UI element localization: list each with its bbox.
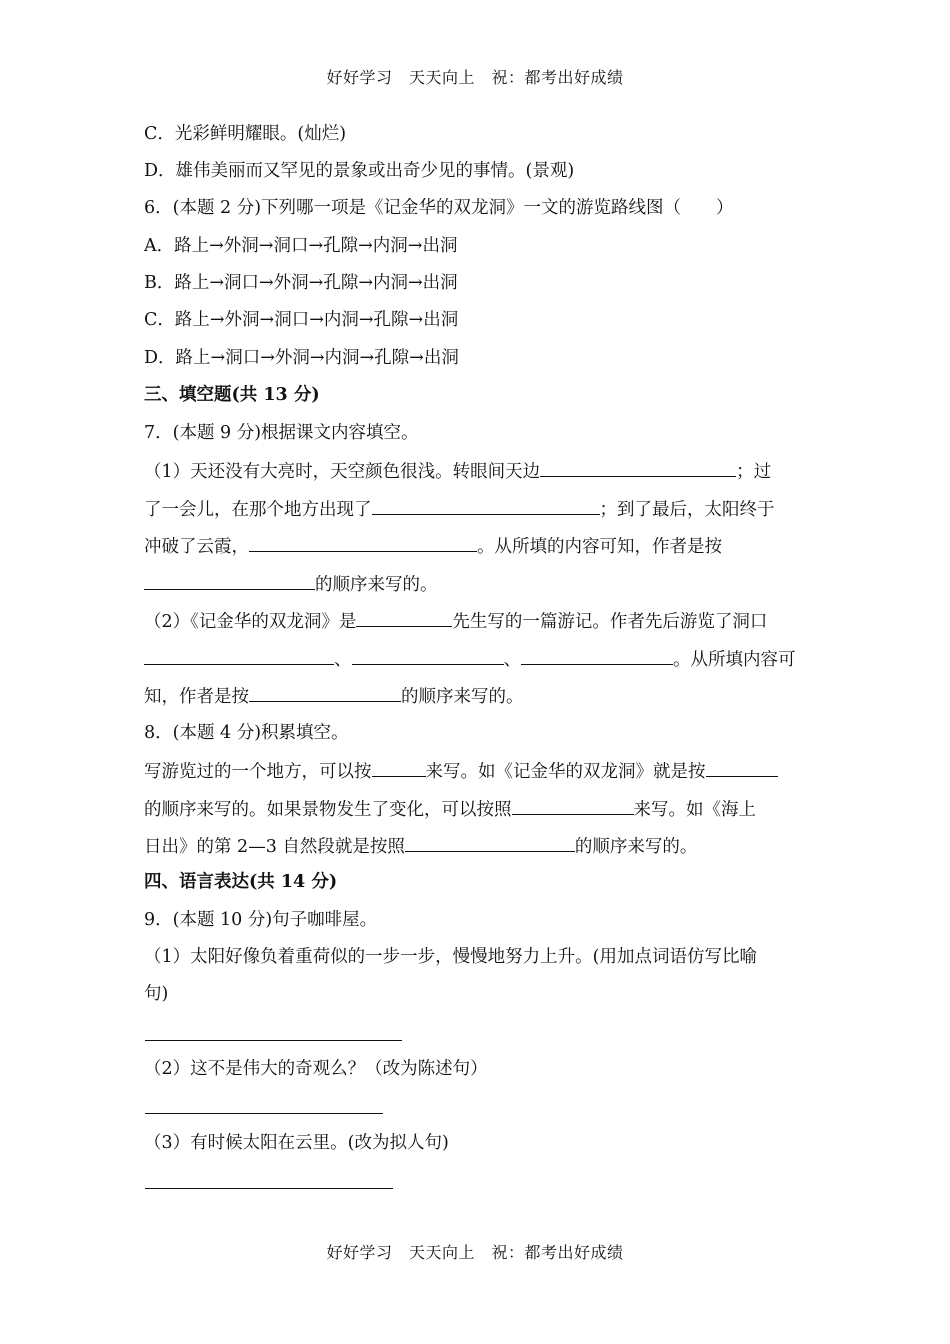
answer-blank[interactable] [356, 608, 452, 627]
q8-line3 [144, 833, 697, 859]
q7-text: 了一会儿，在那个地方出现了 [144, 500, 372, 520]
q7-part1-line3 [144, 533, 722, 559]
answer-blank[interactable] [512, 796, 634, 815]
answer-blank[interactable] [372, 758, 426, 777]
section-3-heading: 三、填空题(共 13 分) [144, 385, 320, 405]
q6-option-a: A．路上→外洞→洞口→孔隙→内洞→出洞 [144, 236, 458, 256]
answer-blank[interactable] [352, 646, 504, 665]
q9-answer-line-2[interactable] [145, 1113, 383, 1114]
q7-part2-line2 [144, 646, 796, 672]
q7-part2-line3 [144, 683, 524, 709]
q7-text: 的顺序来写的。 [401, 687, 524, 707]
q8-line1 [144, 758, 778, 784]
question-8: 8．(本题 4 分)积累填空。 [144, 723, 349, 743]
answer-blank[interactable] [706, 758, 778, 777]
answer-blank[interactable] [144, 646, 334, 665]
answer-blank[interactable] [372, 496, 600, 515]
q7-part1-line4 [144, 571, 438, 597]
question-9: 9．(本题 10 分)句子咖啡屋。 [144, 910, 378, 930]
q7-text: 、 [503, 650, 521, 670]
q7-text: （2）《记金华的双龙洞》是 [144, 612, 357, 632]
q8-line2 [144, 796, 756, 822]
q7-text: 知，作者是按 [144, 687, 249, 707]
q9-answer-line-1[interactable] [145, 1040, 402, 1041]
answer-blank[interactable] [249, 683, 401, 702]
q7-part1-line2 [144, 496, 775, 522]
answer-blank[interactable] [521, 646, 673, 665]
q8-text: 写游览过的一个地方，可以按 [144, 762, 372, 782]
q7-text: 的顺序来写的。 [315, 575, 438, 595]
q9-answer-line-3[interactable] [145, 1188, 393, 1189]
q8-text: 的顺序来写的。如果景物发生了变化，可以按照 [144, 800, 512, 820]
q6-option-d: D．路上→洞口→外洞→内洞→孔隙→出洞 [144, 348, 459, 368]
option-d-text: D．雄伟美丽而又罕见的景象或出奇少见的事情。(景观) [144, 161, 575, 181]
q8-text: 来写。如《记金华的双龙洞》就是按 [425, 762, 706, 782]
q7-text: 。从所填内容可 [673, 650, 796, 670]
q7-text: 。从所填的内容可知，作者是按 [477, 537, 722, 557]
answer-blank[interactable] [540, 458, 736, 477]
q7-text: 先生写的一篇游记。作者先后游览了洞口 [452, 612, 768, 632]
q9-part1-cont: 句) [144, 984, 169, 1004]
q8-text: 来写。如《海上 [633, 800, 756, 820]
q7-text: ；到了最后，太阳终于 [599, 500, 775, 520]
page-footer: 好好学习 天天向上 祝：都考出好成绩 [326, 1243, 624, 1262]
q8-text: 的顺序来写的。 [574, 837, 698, 857]
question-7: 7．(本题 9 分)根据课文内容填空。 [144, 423, 419, 443]
answer-blank[interactable] [405, 833, 575, 852]
answer-blank[interactable] [249, 533, 477, 552]
q6-option-b: B．路上→洞口→外洞→孔隙→内洞→出洞 [144, 273, 458, 293]
option-c-text: C．光彩鲜明耀眼。(灿烂) [144, 124, 347, 144]
q9-part2: （2）这不是伟大的奇观么？（改为陈述句） [144, 1059, 488, 1079]
q9-part1: （1）太阳好像负着重荷似的一步一步，慢慢地努力上升。(用加点词语仿写比喻 [144, 947, 757, 967]
section-4-heading: 四、语言表达(共 14 分) [144, 872, 338, 892]
q7-part2-line1 [144, 608, 767, 634]
q7-text: 、 [334, 650, 352, 670]
page-header: 好好学习 天天向上 祝：都考出好成绩 [326, 68, 624, 87]
q9-part3: （3）有时候太阳在云里。(改为拟人句) [144, 1133, 449, 1153]
q7-text: ；过 [736, 462, 772, 482]
question-6: 6．(本题 2 分)下列哪一项是《记金华的双龙洞》一文的游览路线图（ ） [144, 198, 734, 218]
q6-option-c: C．路上→外洞→洞口→内洞→孔隙→出洞 [144, 310, 459, 330]
q7-part1-line1 [144, 458, 771, 484]
q8-text: 日出》的第 2—3 自然段就是按照 [144, 837, 405, 857]
answer-blank[interactable] [144, 571, 315, 590]
q7-text: （1）天还没有大亮时，天空颜色很浅。转眼间天边 [144, 462, 541, 482]
q7-text: 冲破了云霞， [144, 537, 249, 557]
